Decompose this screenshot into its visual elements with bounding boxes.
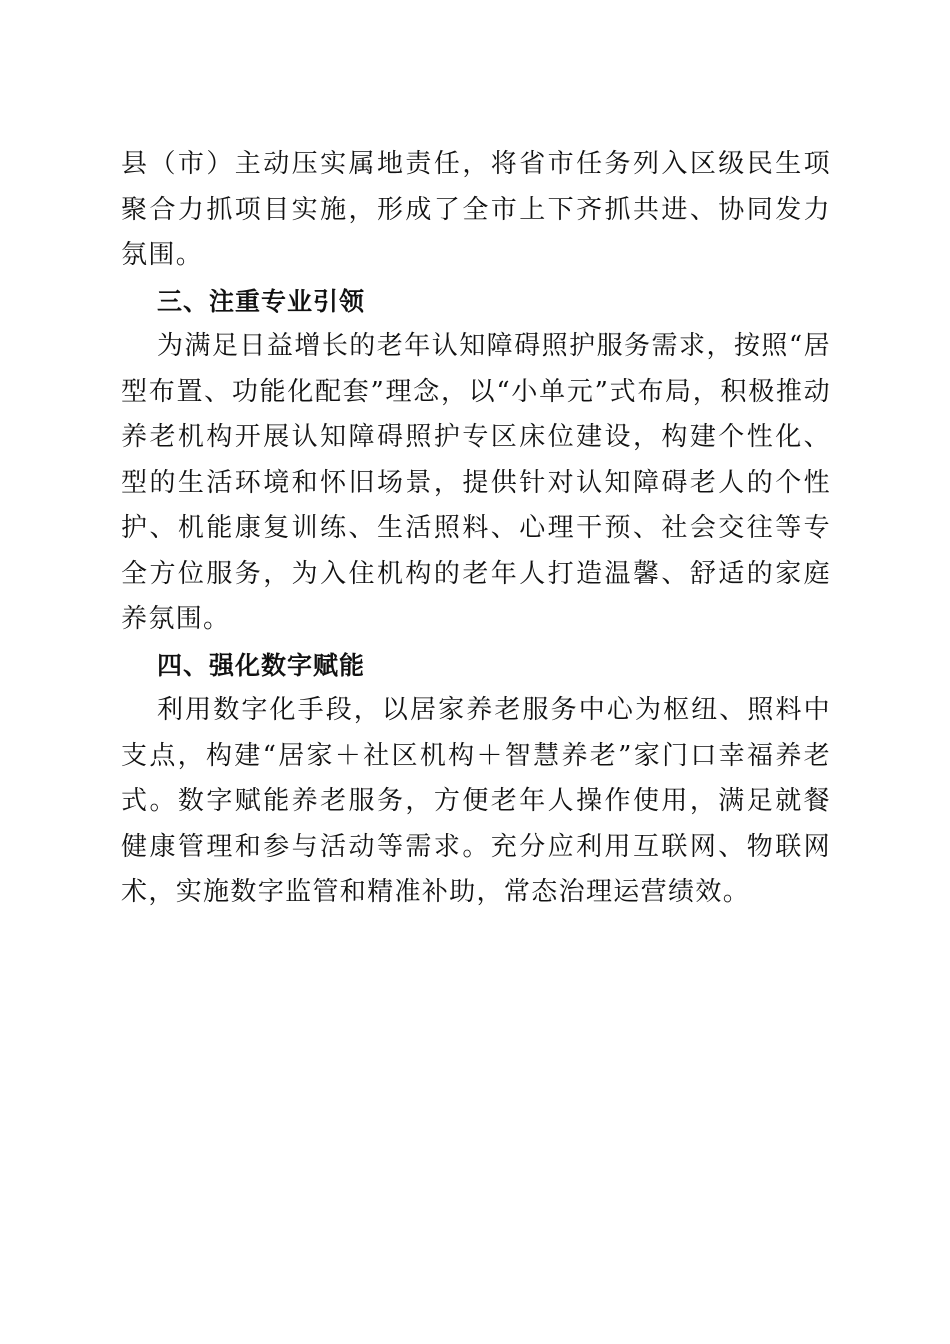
paragraph-line: 聚合力抓项目实施，形成了全市上下齐抓共进、协同发力 [121, 194, 831, 225]
paragraph-line: 县（市）主动压实属地责任，将省市任务列入区级民生项 [121, 149, 831, 179]
paragraph-line: 式。数字赋能养老服务，方便老年人操作使用，满足就餐 [121, 786, 831, 816]
section-4 [121, 643, 831, 916]
document-body [121, 142, 831, 916]
section-heading: 三、注重专业引领 [157, 286, 366, 316]
paragraph-line: 养氛围。 [121, 604, 231, 634]
paragraph-line: 型布置、功能化配套”理念，以“小单元”式布局，积极推动 [121, 376, 831, 407]
paragraph-line: 氛围。 [121, 240, 204, 270]
paragraph-line: 利用数字化手段，以居家养老服务中心为枢纽、照料中 [157, 695, 831, 725]
paragraph-line: 养老机构开展认知障碍照护专区床位建设，构建个性化、 [121, 422, 831, 452]
section-3 [121, 279, 831, 643]
paragraph-line: 型的生活环境和怀旧场景，提供针对认知障碍老人的个性 [121, 467, 831, 498]
paragraph-1 [121, 142, 831, 279]
paragraph-line: 为满足日益增长的老年认知障碍照护服务需求，按照“居 [157, 331, 831, 361]
paragraph-line: 护、机能康复训练、生活照料、心理干预、社会交往等专 [121, 513, 831, 543]
paragraph-line: 术，实施数字监管和精准补助，常态治理运营绩效。 [121, 877, 751, 907]
paragraph-line: 全方位服务，为入住机构的老年人打造温馨、舒适的家庭 [121, 558, 831, 589]
section-heading: 四、强化数字赋能 [157, 650, 366, 680]
paragraph-line: 健康管理和参与活动等需求。充分应利用互联网、物联网 [121, 831, 831, 862]
paragraph-line: 支点，构建“居家＋社区机构＋智慧养老”家门口幸福养老 [121, 740, 831, 771]
